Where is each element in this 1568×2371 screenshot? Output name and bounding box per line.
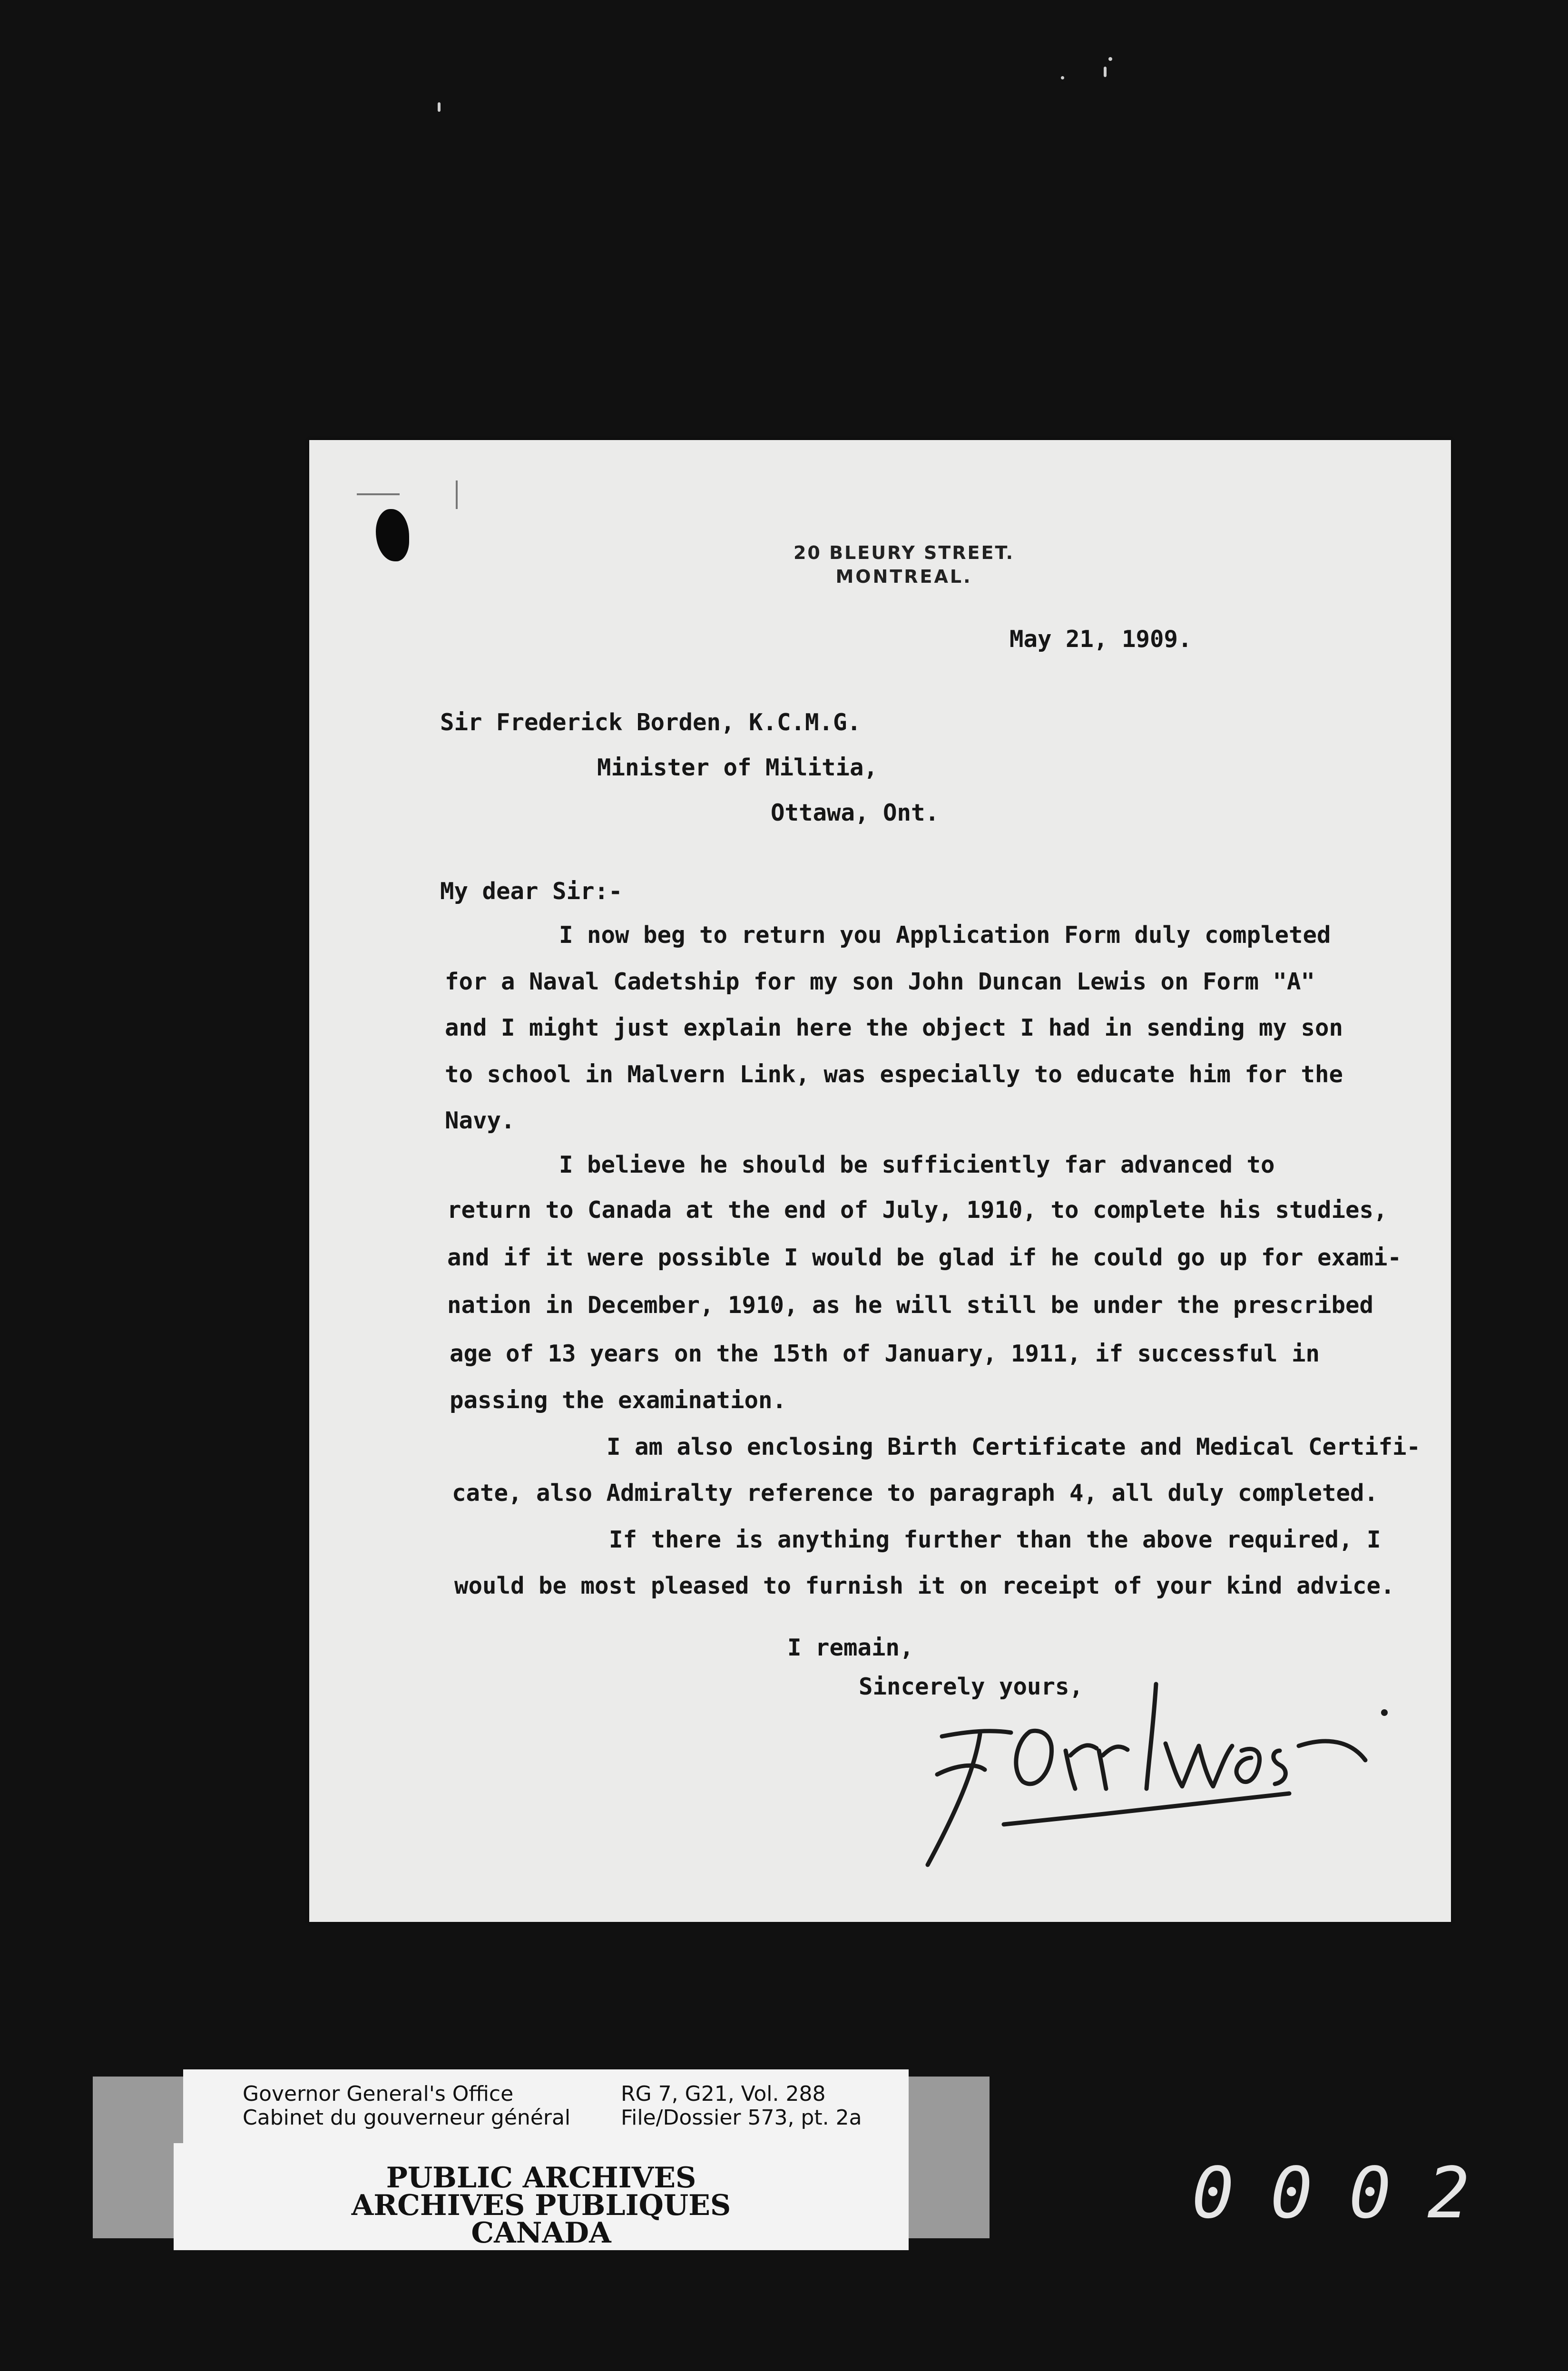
body-line: and I might just explain here the object I had in sending my son: [445, 1014, 1343, 1041]
office-french: Cabinet du gouverneur général: [243, 2106, 571, 2130]
pencil-mark: [357, 493, 400, 495]
address-line: Minister of Militia,: [597, 754, 878, 781]
record-group: RG 7, G21, Vol. 288: [621, 2082, 826, 2106]
letterhead-city: MONTREAL.: [835, 566, 972, 587]
body-line: passing the examination.: [450, 1387, 787, 1414]
film-speck: [1061, 76, 1064, 79]
letter-page: [309, 440, 1451, 1922]
stamp-line-english: PUBLIC ARCHIVES: [386, 2161, 696, 2195]
address-line: Ottawa, Ont.: [771, 799, 940, 826]
handwritten-signature: [909, 1679, 1408, 1870]
film-speck: [1108, 57, 1112, 61]
file-dossier: File/Dossier 573, pt. 2a: [621, 2106, 862, 2130]
body-line: cate, also Admiralty reference to paragraph 4, all duly completed.: [452, 1479, 1379, 1507]
frame-number: 0002: [1192, 2152, 1506, 2234]
body-line: would be most pleased to furnish it on receipt of your kind advice.: [454, 1572, 1395, 1599]
body-line: I now beg to return you Application Form duly completed: [559, 921, 1331, 949]
body-line: I am also enclosing Birth Certificate and Medical Certifi-: [607, 1433, 1421, 1460]
body-line: If there is anything further than the above required, I: [609, 1526, 1381, 1553]
body-line: to school in Malvern Link, was especially to educate him for the: [445, 1061, 1343, 1088]
letterhead-street: 20 BLEURY STREET.: [793, 542, 1015, 563]
address-line: Sir Frederick Borden, K.C.M.G.: [440, 709, 862, 736]
body-line: Navy.: [445, 1107, 515, 1134]
closing-remain: I remain,: [787, 1634, 914, 1661]
body-line: age of 13 years on the 15th of January, 1911, if successful in: [450, 1340, 1320, 1367]
archive-reference-label: [183, 2069, 909, 2143]
public-archives-stamp: [174, 2143, 909, 2250]
body-line: and if it were possible I would be glad if he could go up for exami-: [447, 1244, 1402, 1271]
label-tab-left: [93, 2077, 183, 2238]
stamp-line-french: ARCHIVES PUBLIQUES: [351, 2189, 731, 2222]
body-line: nation in December, 1910, as he will still be under the prescribed: [447, 1292, 1374, 1319]
body-line: I believe he should be sufficiently far advanced to: [559, 1151, 1275, 1178]
stamp-line-country: CANADA: [471, 2216, 611, 2250]
closing-sincerely: Sincerely yours,: [859, 1673, 1084, 1700]
ink-blot: [376, 509, 409, 561]
letter-date: May 21, 1909.: [1009, 626, 1192, 653]
salutation: My dear Sir:-: [440, 878, 623, 905]
film-speck: [438, 102, 441, 112]
body-line: for a Naval Cadetship for my son John Duncan Lewis on Form "A": [445, 968, 1315, 995]
body-line: return to Canada at the end of July, 1910, to complete his studies,: [447, 1196, 1388, 1224]
pencil-mark: [456, 480, 458, 509]
film-speck: [1104, 67, 1107, 77]
label-tab-right: [909, 2077, 990, 2238]
office-english: Governor General's Office: [243, 2082, 514, 2106]
